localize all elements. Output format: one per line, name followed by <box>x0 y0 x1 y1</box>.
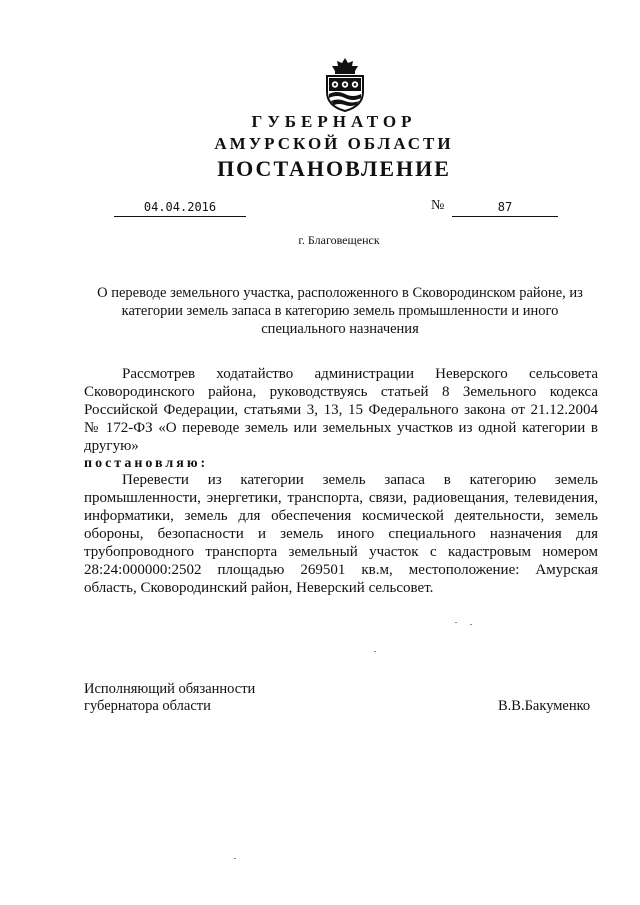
document-number: 87 <box>452 200 558 217</box>
signatory-position: Исполняющий обязанности <box>84 681 256 697</box>
header-region: АМУРСКОЙ ОБЛАСТИ <box>214 134 454 153</box>
body-line: трубопроводного транспорта земельный участок с кадастровым номером <box>84 544 598 560</box>
city-label: г. Благовещенск <box>298 233 380 247</box>
body-line: Перевести из категории земель запаса в категорию земель <box>122 472 598 488</box>
title-line: О переводе земельного участка, расположенного в Сковородинском районе, из <box>97 285 583 301</box>
body-line: обороны, безопасности и земель иного специального назначения для <box>84 526 598 542</box>
body-line: промышленности, энергетики, транспорта, связи, радиовещания, телевидения, <box>84 490 598 506</box>
document-date: 04.04.2016 <box>114 200 246 217</box>
body-line: Сковородинского района, руководствуясь статьей 8 Земельного кодекса <box>84 384 598 400</box>
scan-speck <box>470 624 472 625</box>
body-line: 28:24:000000:2502 площадью 269501 кв.м, местоположение: Амурская <box>84 562 598 578</box>
title-line: специального назначения <box>261 321 419 337</box>
body-line: Рассмотрев ходатайство администрации Неверского сельсовета <box>122 366 598 382</box>
body-line: Российской Федерации, статьями 3, 13, 15 Федерального закона от 21.12.2004 <box>84 402 598 418</box>
signatory-name: В.В.Бакуменко <box>498 698 591 714</box>
decree-word: постановляю: <box>84 456 209 471</box>
body-line: № 172-ФЗ «О переводе земель или земельных участков из одной категории в <box>84 420 598 436</box>
body-line: информатики, земель для обеспечения космической деятельности, земель <box>84 508 598 524</box>
header-doc-type: ПОСТАНОВЛЕНИЕ <box>217 156 451 181</box>
scan-speck <box>374 651 376 652</box>
scan-speck <box>234 858 236 859</box>
body-line: область, Сковородинский район, Неверский сельсовет. <box>84 580 434 596</box>
title-line: категории земель запаса в категорию земель промышленности и иного <box>121 303 559 319</box>
header-governor: ГУБЕРНАТОР <box>251 112 417 131</box>
body-line: другую» <box>84 438 139 454</box>
scan-speck <box>455 622 457 623</box>
signatory-position: губернатора области <box>84 698 211 714</box>
number-sign: № <box>431 198 445 213</box>
coat-of-arms-emblem <box>322 56 368 112</box>
